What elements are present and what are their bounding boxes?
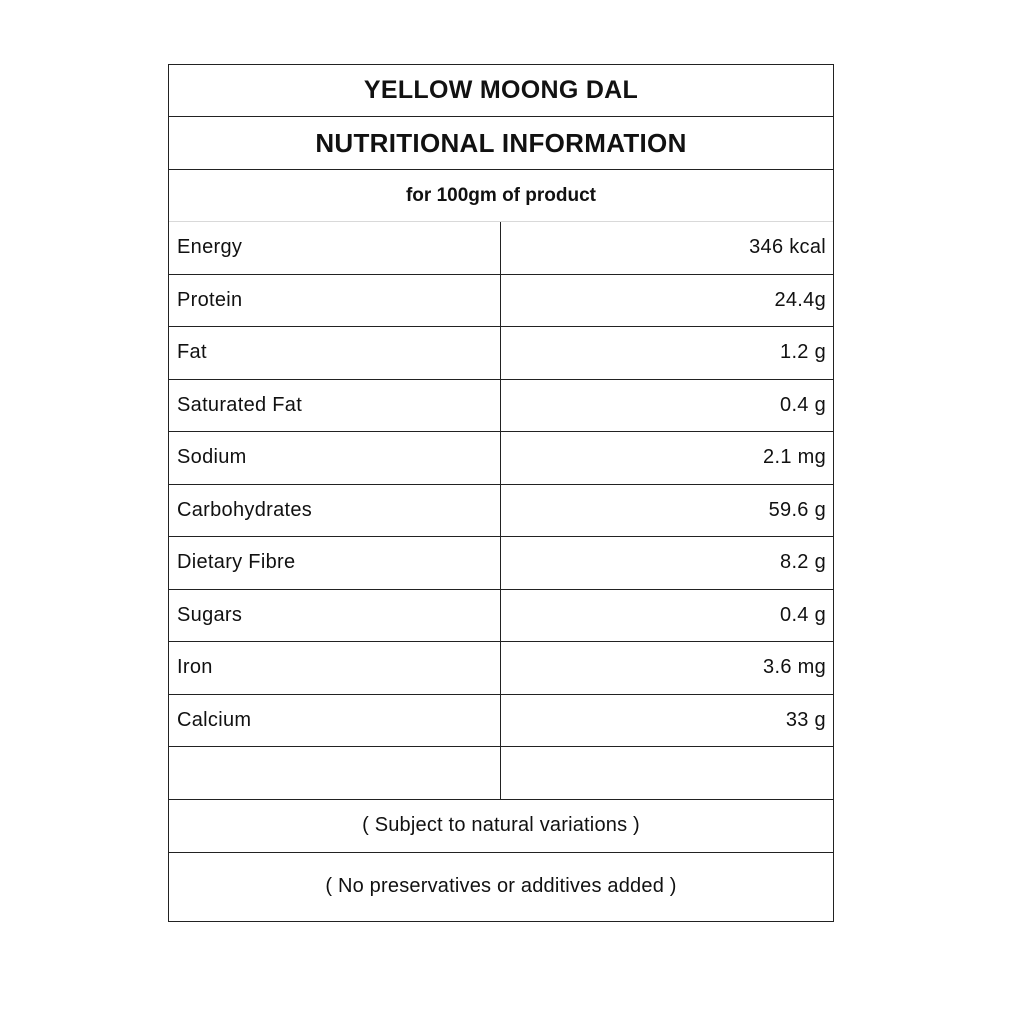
product-title: YELLOW MOONG DAL — [363, 76, 639, 104]
preservatives-note: ( No preservatives or additives added ) — [325, 875, 677, 897]
basis-row — [169, 170, 833, 222]
variation-note: ( Subject to natural variations ) — [362, 814, 640, 836]
nutrient-value: 0.4 g — [780, 393, 826, 416]
table-row — [169, 327, 833, 380]
nutrition-label — [168, 64, 834, 922]
nutrient-name: Protein — [169, 275, 501, 327]
table-row — [169, 380, 833, 433]
nutrition-heading: NUTRITIONAL INFORMATION — [315, 127, 687, 158]
product-title-row — [169, 65, 833, 117]
table-row — [169, 590, 833, 643]
nutrient-value: 8.2 g — [780, 551, 826, 574]
nutrient-value: 1.2 g — [780, 341, 826, 364]
serving-basis: for 100gm of product — [405, 184, 596, 206]
table-row — [169, 642, 833, 695]
nutrient-value: 59.6 g — [768, 498, 826, 521]
nutrient-name: Calcium — [169, 695, 501, 747]
nutrient-value — [501, 747, 833, 799]
nutrient-name — [169, 747, 501, 799]
nutrient-name: Saturated Fat — [169, 380, 501, 432]
nutrient-value: 24.4g — [774, 288, 826, 311]
nutrient-name: Iron — [169, 642, 501, 694]
nutrient-value: 3.6 mg — [763, 656, 826, 679]
table-row — [169, 275, 833, 328]
nutrient-value: 2.1 mg — [763, 446, 826, 469]
nutrient-name: Energy — [169, 222, 501, 274]
table-row — [169, 695, 833, 748]
table-row — [169, 222, 833, 275]
note-row — [169, 800, 833, 853]
nutrient-name: Carbohydrates — [169, 485, 501, 537]
note-row — [169, 853, 833, 921]
nutrient-value: 0.4 g — [780, 603, 826, 626]
nutrient-name: Sugars — [169, 590, 501, 642]
table-row — [169, 485, 833, 538]
table-row — [169, 537, 833, 590]
nutrient-name: Sodium — [169, 432, 501, 484]
nutrient-name: Dietary Fibre — [169, 537, 501, 589]
table-row — [169, 432, 833, 485]
heading-row — [169, 117, 833, 170]
nutrient-value: 346 kcal — [749, 236, 826, 259]
nutrient-value: 33 g — [785, 708, 826, 731]
nutrient-name: Fat — [169, 327, 501, 379]
empty-table-row — [169, 747, 833, 800]
